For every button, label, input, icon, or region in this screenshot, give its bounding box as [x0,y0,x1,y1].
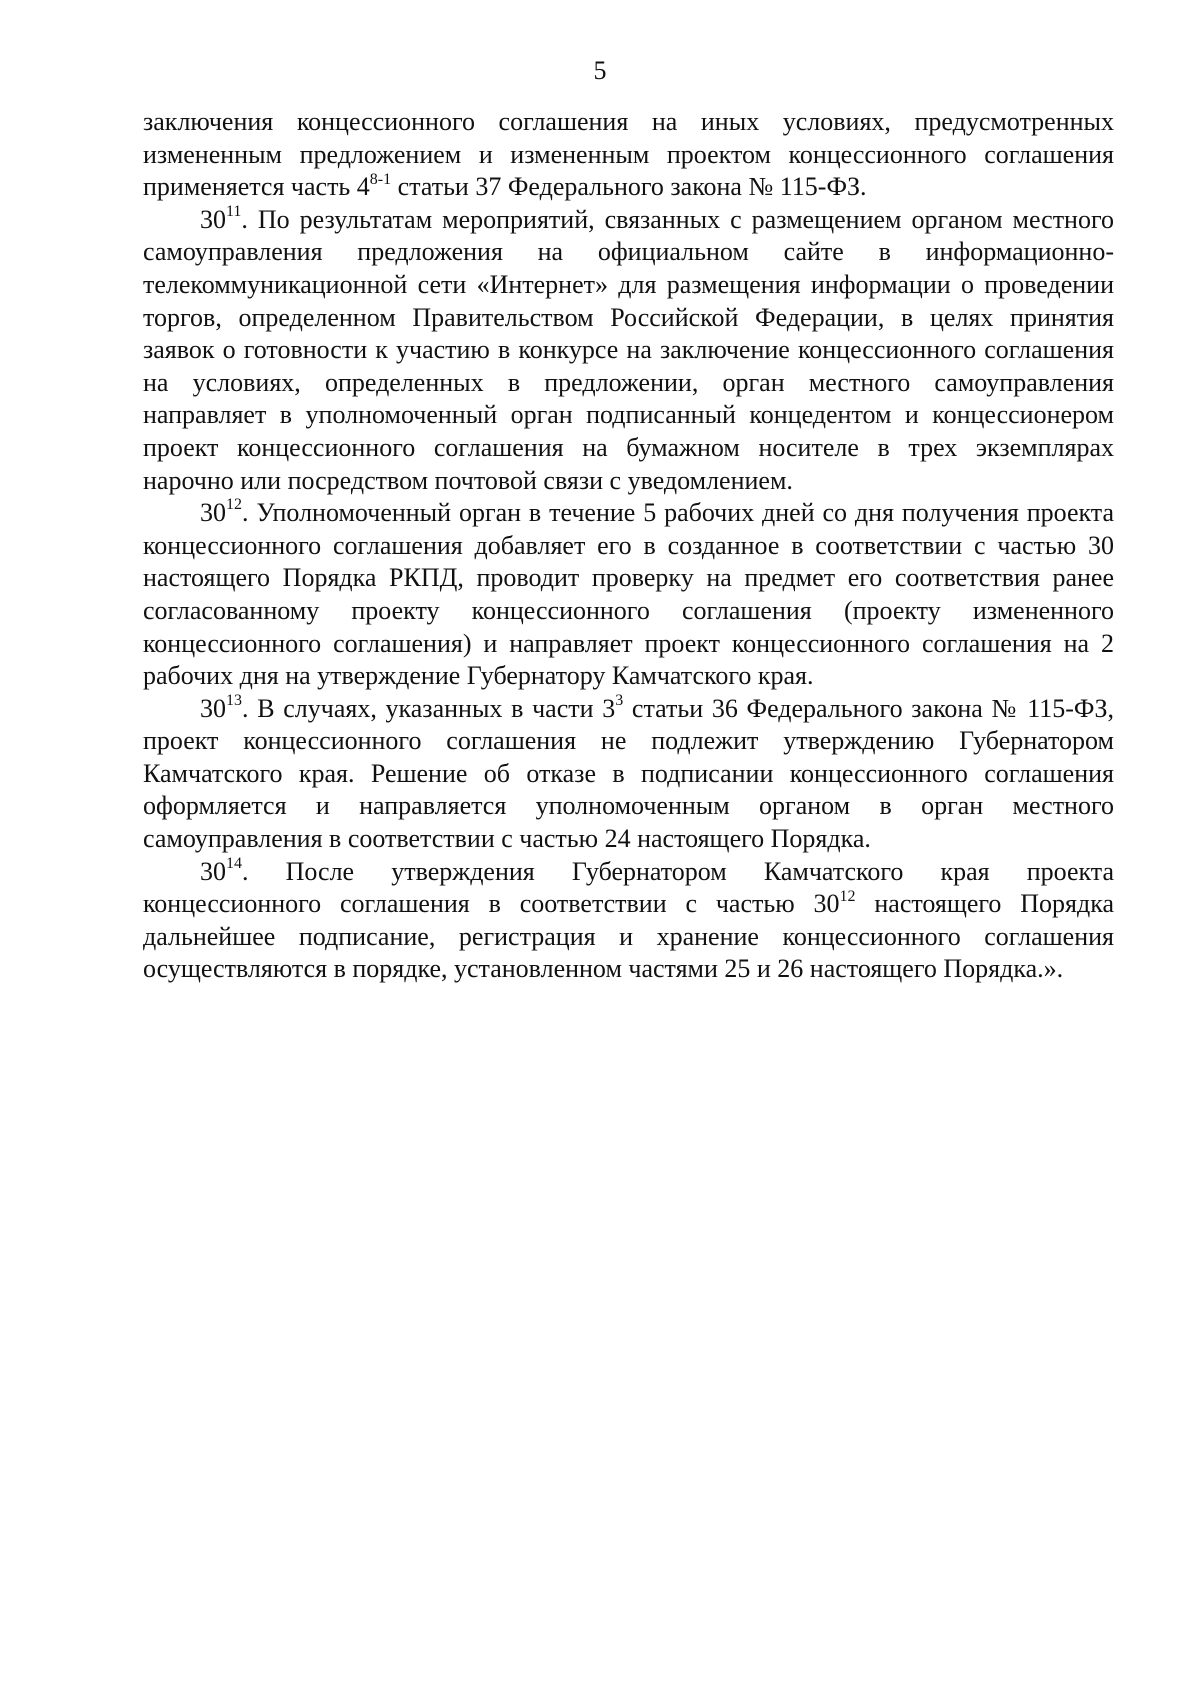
paragraph-text: . Уполномоченный орган в течение 5 рабочих дней со дня получения проекта концессионного соглашения добавляет его в созданное в соответствии с частью 30 настоящего Порядка РКПД, проводит проверку на предмет его соответствия ранее согласованному проекту концессионного соглашения (проекту измененного концессионного соглашения) и направляет проект концессионного соглашения на 2 рабочих дня на утверждение Губернатору Камчатского края. [143,498,1114,691]
paragraph-30-14 [143,856,1114,986]
paragraph-text: . По результатам мероприятий, связанных с размещением органом местного самоуправления предложения на официальном сайте в информационно-телекоммуникационной сети «Интернет» для размещения информации о проведении торгов, определенном Правительством Российской Федерации, в целях принятия заявок о готовности к участию в конкурсе на заключение концессионного соглашения на условиях, определенных в предложении, орган местного самоуправления направляет в уполномоченный орган подписанный концедентом и концессионером проект концессионного соглашения на бумажном носителе в трех экземплярах нарочно или посредством почтовой связи с уведомлением. [143,204,1114,495]
superscript: 8-1 [369,170,392,188]
clause-number: 30 [200,498,226,528]
paragraph-text: статьи 37 Федерального закона № 115-ФЗ. [391,172,867,202]
clause-superscript: 11 [226,203,242,221]
clause-number: 30 [200,693,226,723]
superscript: 12 [839,887,856,905]
paragraph-text: . В случаях, указанных в части 3 [242,693,616,723]
clause-number: 30 [200,204,226,234]
superscript: 3 [615,692,624,710]
document-body [143,106,1114,986]
clause-number: 30 [200,856,226,886]
paragraph-text: настоящего Порядка дальнейшее подписание, регистрация и хранение концессионного соглашения осуществляются в порядке, установленном частями 25 и 26 настоящего Порядка.». [143,889,1114,984]
paragraph-continuation [143,106,1114,204]
paragraph-text: . После утверждения Губернатором Камчатского края проекта концессионного соглашения в соответствии с частью 30 [143,856,1114,919]
paragraph-30-13 [143,693,1114,856]
paragraph-30-11 [143,204,1114,497]
clause-superscript: 12 [226,496,242,514]
page-number: 5 [593,56,607,85]
paragraph-30-12 [143,497,1114,693]
clause-superscript: 13 [226,692,242,710]
clause-superscript: 14 [226,855,242,872]
paragraph-text: статьи 36 Федерального закона № 115-ФЗ, проект концессионного соглашения не подлежит утверждению Губернатором Камчатского края. Решение об отказе в подписании концессионного соглашения оформляется и направляется уполномоченным органом в орган местного самоуправления в соответствии с частью 24 настоящего Порядка. [143,693,1114,854]
paragraph-text: заключения концессионного соглашения на иных условиях, предусмотренных измененным предложением и измененным проектом концессионного соглашения применяется часть 4 [143,107,1114,202]
